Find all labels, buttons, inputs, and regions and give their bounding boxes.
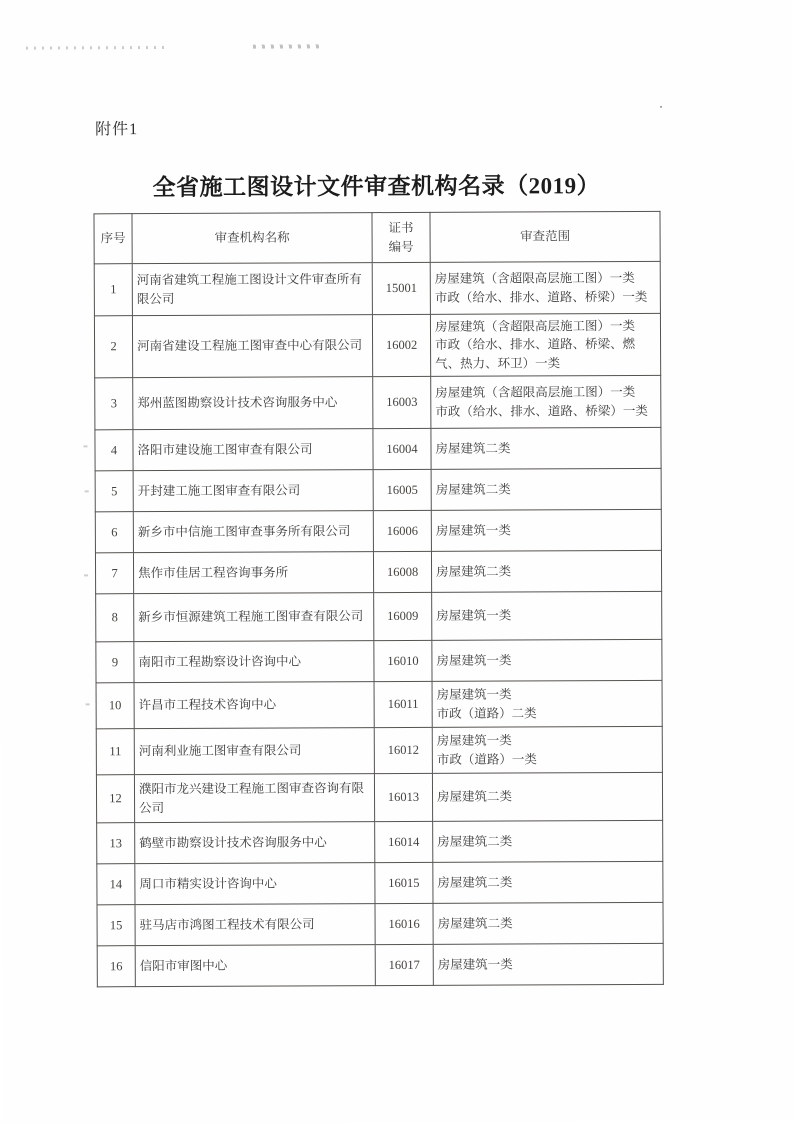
row-scope: 房屋建筑二类 [431,468,661,510]
table-row [96,772,662,822]
row-cert: 16015 [375,862,433,903]
row-no: 5 [95,471,133,512]
scan-artifact [83,445,87,447]
row-name: 新乡市恒源建筑工程施工图审查有限公司 [134,593,374,642]
row-cert: 16013 [374,773,432,821]
row-scope: 房屋建筑一类 市政（道路）二类 [432,680,662,727]
row-cert: 16006 [373,510,431,551]
row-name: 许昌市工程技术咨询中心 [134,682,374,729]
row-cert: 16012 [374,727,432,773]
row-cert: 16002 [372,314,430,376]
table-row [94,261,660,315]
row-name: 郑州蓝图勘察设计技术咨询服务中心 [133,377,373,430]
row-no: 9 [96,642,134,683]
row-scope: 房屋建筑一类 [433,943,663,985]
row-name: 河南利业施工图审查有限公司 [134,728,374,775]
row-name: 焦作市佳居工程咨询事务所 [133,552,373,594]
row-scope: 房屋建筑二类 [433,820,663,862]
review-agencies-table [93,211,663,987]
row-name: 河南省建设工程施工图审查中心有限公司 [132,315,372,378]
row-scope: 房屋建筑二类 [433,861,663,903]
row-no: 8 [96,594,134,642]
row-cert: 16004 [373,428,431,469]
row-no: 11 [96,729,134,775]
row-name: 河南省建筑工程施工图设计文件审查所有限公司 [132,263,372,316]
table-row [96,726,662,774]
row-no: 12 [96,775,134,823]
row-scope: 房屋建筑一类 [432,639,662,681]
row-name: 信阳市审图中心 [135,945,375,987]
table-header-row [94,211,660,263]
row-cert: 16014 [375,821,433,862]
row-scope: 房屋建筑（含超限高层施工图）一类 市政（给水、排水、道路、桥梁）一类 [431,375,661,428]
row-no: 1 [94,264,132,316]
row-name: 南阳市工程勘察设计咨询中心 [134,641,374,683]
row-no: 3 [95,378,133,430]
table-row [95,550,661,593]
table-row [96,591,662,641]
row-no: 2 [94,316,132,378]
scan-artifact [85,490,89,492]
table-row [95,509,661,552]
table-row [95,427,661,470]
row-no: 14 [97,864,135,905]
row-cert: 15001 [372,262,430,314]
row-scope: 房屋建筑二类 [431,427,661,469]
col-header-cert: 证书 编号 [372,212,430,262]
row-cert: 16017 [375,944,433,985]
row-no: 16 [97,946,135,987]
table-row [94,313,660,377]
row-cert: 16010 [374,640,432,681]
scan-artifact [26,46,166,50]
scan-artifact [84,574,88,576]
table-row [95,468,661,511]
table-row [97,943,663,986]
attachment-label: 附件1 [95,121,139,139]
scan-artifact [253,44,323,48]
row-cert: 16009 [374,592,432,640]
col-header-name: 审查机构名称 [132,213,372,264]
table-row [97,902,663,945]
row-scope: 房屋建筑二类 [432,772,662,821]
row-no: 10 [96,683,134,729]
row-name: 新乡市中信施工图审查事务所有限公司 [133,511,373,553]
table-row [96,639,662,682]
row-name: 周口市精实设计咨询中心 [135,863,375,905]
row-scope: 房屋建筑（含超限高层施工图）一类 市政（给水、排水、道路、桥梁、燃气、热力、环卫）一类 [430,313,660,376]
table-row [97,820,663,863]
row-cert: 16003 [373,376,431,428]
row-scope: 房屋建筑一类 [431,509,661,551]
row-no: 6 [95,512,133,553]
table-row [96,680,662,728]
row-name: 鹤壁市勘察设计技术咨询服务中心 [135,822,375,864]
row-name: 驻马店市鸿图工程技术有限公司 [135,904,375,946]
scan-artifact [660,106,662,108]
col-header-no: 序号 [94,214,132,264]
row-no: 4 [95,430,133,471]
row-scope: 房屋建筑二类 [431,550,661,592]
row-no: 7 [95,553,133,594]
row-name: 开封建工施工图审查有限公司 [133,470,373,512]
row-scope: 房屋建筑（含超限高层施工图）一类 市政（给水、排水、道路、桥梁）一类 [430,261,660,314]
row-cert: 16011 [374,681,432,727]
row-name: 濮阳市龙兴建设工程施工图审查咨询有限公司 [134,774,374,823]
table-row [95,375,661,429]
row-scope: 房屋建筑一类 市政（道路）一类 [432,726,662,773]
row-no: 13 [97,823,135,864]
row-name: 洛阳市建设施工图审查有限公司 [133,429,373,471]
row-no: 15 [97,905,135,946]
page-title: 全省施工图设计文件审查机构名录（2019） [152,173,601,201]
row-scope: 房屋建筑二类 [433,902,663,944]
scan-artifact [86,703,90,705]
row-cert: 16005 [373,469,431,510]
table-row [97,861,663,904]
row-cert: 16008 [373,551,431,592]
col-header-scope: 审查范围 [430,211,660,262]
row-scope: 房屋建筑一类 [432,591,662,640]
row-cert: 16016 [375,903,433,944]
